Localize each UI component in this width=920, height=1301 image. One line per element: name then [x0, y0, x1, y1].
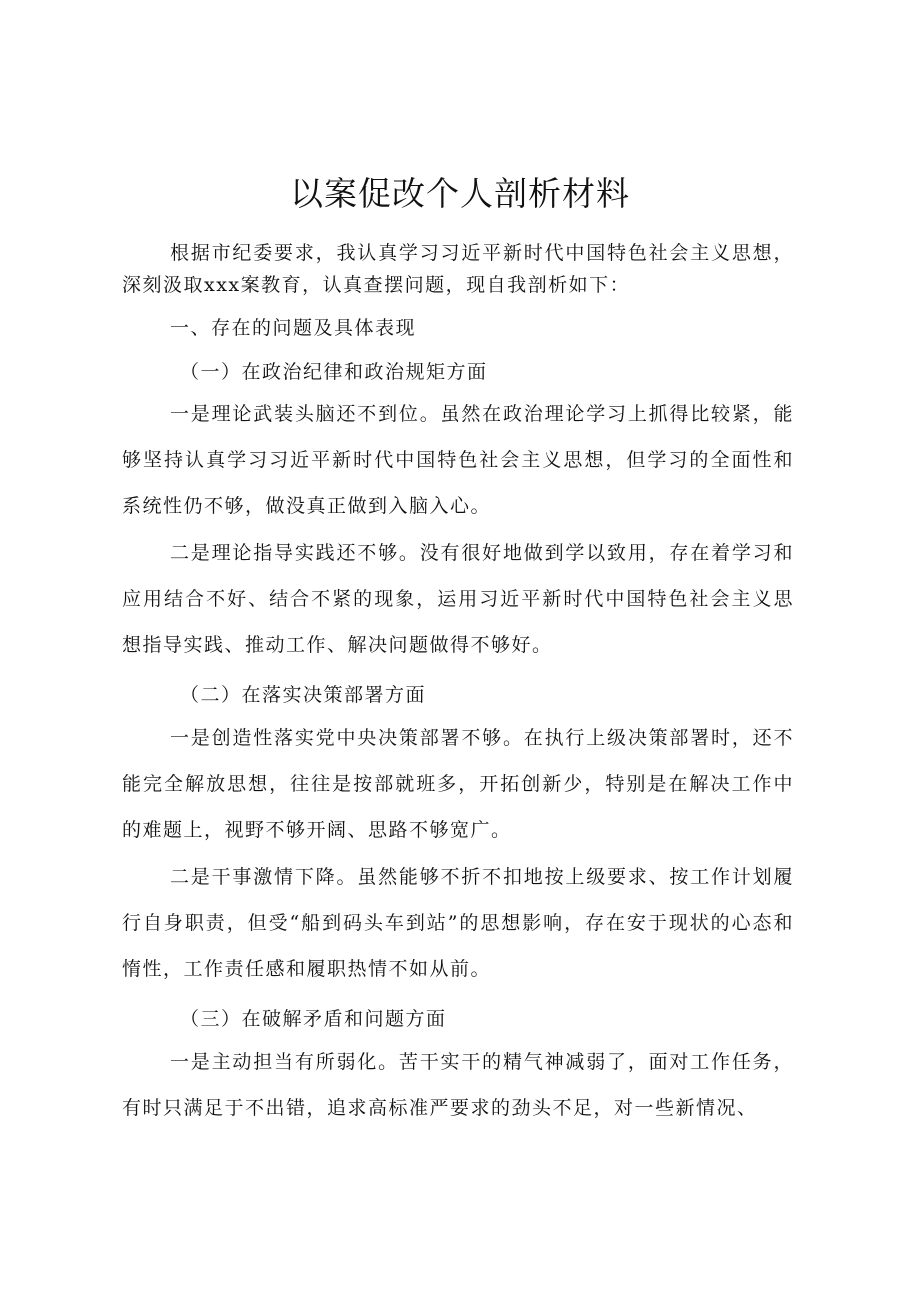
paragraph-creative-implementation: 一是创造性落实党中央决策部署不够。在执行上级决策部署时，还不能完全解放思想，往往是按部就班多，开拓创新少，特别是在解决工作中的难题上，视野不够开阔、思路不够宽广。: [122, 727, 794, 841]
document-title: 以案促改个人剖析材料: [290, 174, 630, 213]
subsection-heading-decision-implementation: （二）在落实决策部署方面: [180, 684, 427, 706]
paragraph-work-passion: 二是干事激情下降。虽然能够不折不扣地按上级要求、按工作计划履行自身职责，但受“船到码头车到站”的思想影响，存在安于现状的心态和惰性，工作责任感和履职热情不如从前。: [122, 866, 794, 980]
subsection-heading-political-discipline: （一）在政治纪律和政治规矩方面: [180, 361, 488, 383]
paragraph-theory-practice: 二是理论指导实践还不够。没有很好地做到学以致用，存在着学习和应用结合不好、结合不紧的现象，运用习近平新时代中国特色社会主义思想指导实践、推动工作、解决问题做得不够好。: [122, 542, 794, 656]
paragraph-initiative-responsibility: 一是主动担当有所弱化。苦干实干的精气神减弱了，面对工作任务，有时只满足于不出错，追求高标准严要求的劲头不足，对一些新情况、: [122, 1051, 794, 1119]
subsection-heading-resolving-problems: （三）在破解矛盾和问题方面: [180, 1008, 447, 1030]
section-heading-problems: 一、存在的问题及具体表现: [170, 317, 417, 339]
paragraph-theory-arming: 一是理论武装头脑还不到位。虽然在政治理论学习上抓得比较紧，能够坚持认真学习习近平新时代中国特色社会主义思想，但学习的全面性和系统性仍不够，做没真正做到入脑入心。: [122, 403, 794, 517]
intro-paragraph: 根据市纪委要求，我认真学习习近平新时代中国特色社会主义思想，深刻汲取xxx案教育，认真查摆问题，现自我剖析如下：: [122, 242, 794, 296]
